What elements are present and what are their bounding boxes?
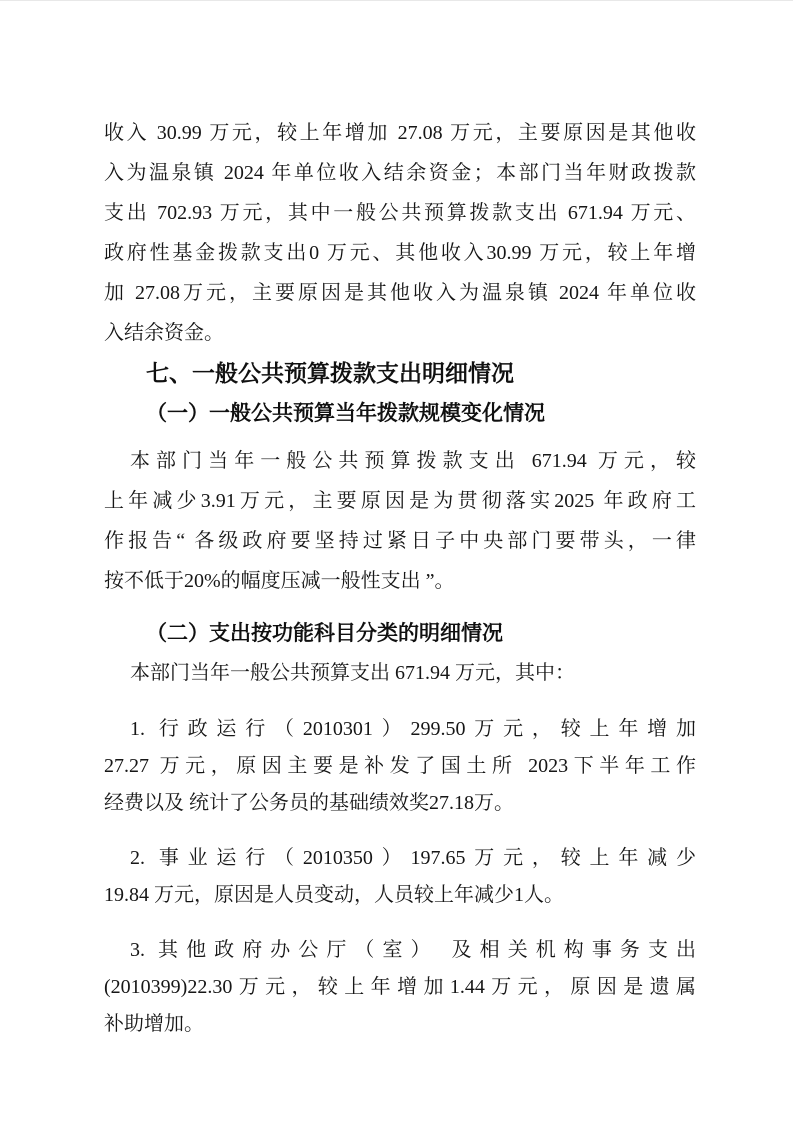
- item-2-institution-operation: [104, 840, 696, 914]
- text-line: 作报告“ 各级政府要坚持过紧日子中央部门要带头，一律: [104, 530, 696, 552]
- text-line: 3. 其他政府办公厅（室） 及相关机构事务支出: [130, 939, 696, 961]
- text-line: 1. 行政运行（2010301）299.50万元，较上年增加: [130, 718, 696, 740]
- text-line: 本部门当年一般公共预算拨款支出 671.94 万元，较: [130, 450, 696, 472]
- section-heading-7: 七、一般公共预算拨款支出明细情况: [146, 360, 514, 386]
- text-line: 上年减少3.91万元，主要原因是为贯彻落实2025 年政府工: [104, 490, 696, 512]
- text-line: 按不低于20%的幅度压减一般性支出 ”。: [104, 570, 455, 592]
- scale-change-paragraph: [104, 441, 696, 601]
- subsection-heading-2: （二）支出按功能科目分类的明细情况: [146, 621, 503, 645]
- text-line: 经费以及 统计了公务员的基础绩效奖27.18万。: [104, 792, 514, 814]
- text-line: 27.27 万元，原因主要是补发了国土所 2023下半年工作: [104, 755, 696, 777]
- text-line: 本部门当年一般公共预算支出 671.94 万元，其中：: [130, 662, 575, 684]
- text-line: 入为温泉镇 2024 年单位收入结余资金；本部门当年财政拨款: [104, 162, 696, 184]
- text-line: 支出 702.93 万元，其中一般公共预算拨款支出 671.94 万元、: [104, 202, 696, 224]
- text-line: 政府性基金拨款支出0 万元、其他收入30.99 万元，较上年增: [104, 242, 696, 264]
- text-line: 2. 事业运行（2010350）197.65万元，较上年减少: [130, 847, 696, 869]
- text-line: 收入 30.99 万元，较上年增加 27.08 万元，主要原因是其他收: [104, 122, 696, 144]
- subsection-heading-1: （一）一般公共预算当年拨款规模变化情况: [146, 401, 545, 425]
- text-line: 加 27.08万元，主要原因是其他收入为温泉镇 2024 年单位收: [104, 282, 696, 304]
- page-text-block: [104, 113, 696, 1043]
- text-line: (2010399)22.30万元，较上年增加1.44万元，原因是遗属: [104, 976, 696, 998]
- text-line: 入结余资金。: [104, 322, 224, 344]
- item-1-administrative-operation: [104, 711, 696, 822]
- text-line: 19.84 万元，原因是人员变动，人员较上年减少1人。: [104, 884, 564, 906]
- text-line: 补助增加。: [104, 1013, 204, 1035]
- total-expenditure-paragraph: [104, 653, 696, 693]
- carryover-paragraph: [104, 113, 696, 353]
- item-3-other-government-affairs: [104, 932, 696, 1043]
